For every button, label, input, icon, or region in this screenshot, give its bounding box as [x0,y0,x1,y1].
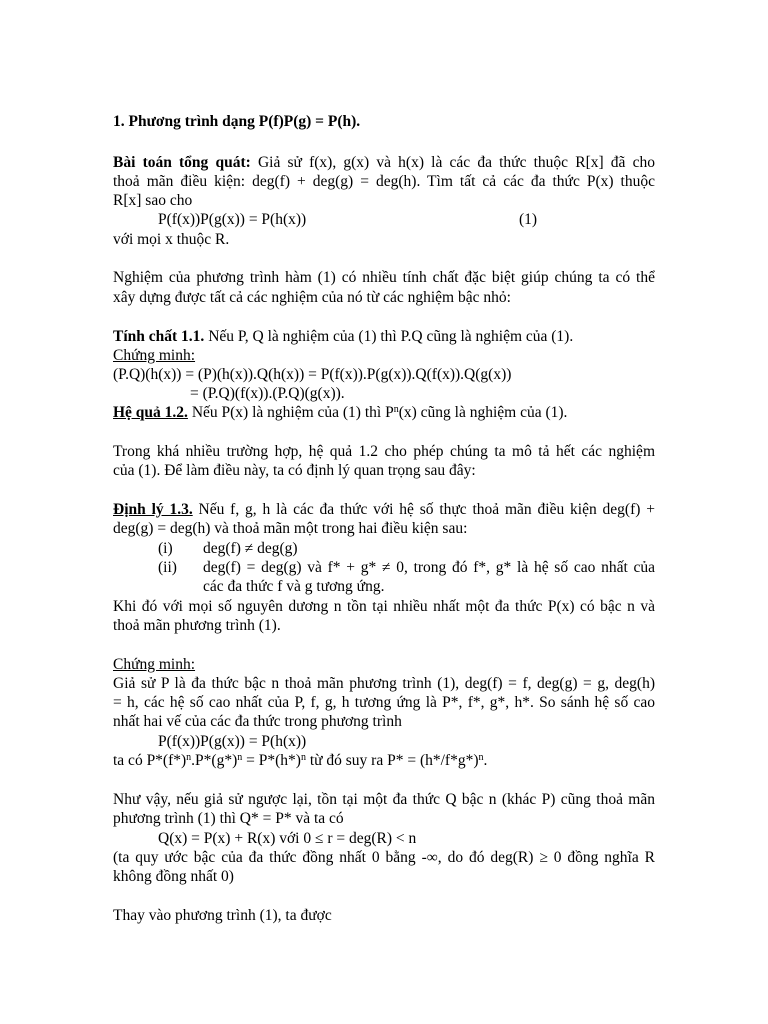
proof-line-1: Giả sử P là đa thức bậc n thoả mãn phương trình (1), deg(f) = f, deg(g) = g, deg(h) [113,675,655,692]
problem-label: Bài toán tổng quát: [113,154,251,171]
problem-line-3: R[x] sao cho [113,192,193,209]
theorem-text-1: Nếu f, g, h là các đa thức với hệ số thực thoả mãn điều kiện deg(f) + [192,501,655,518]
theorem-cond-2-line-1: deg(f) = deg(g) và f* + g* ≠ 0, trong đó f*, g* là hệ số cao nhất của [203,559,655,576]
proof-equation: P(f(x))P(g(x)) = P(h(x)) [158,733,307,750]
property-text: Nếu P, Q là nghiệm của (1) thì P.Q cũng là nghiệm của (1). [204,328,574,345]
corollary-superscript: n [393,404,399,415]
section-heading [113,112,360,131]
proof-label: Chứng minh: [113,656,196,673]
section-heading-text: 1. Phương trình dạng P(f)P(g) = P(h). [113,113,361,130]
proof-para2-line-3: (ta quy ước bậc của đa thức đồng nhất 0 bằng -∞, do đó deg(R) ≥ 0 đồng nghĩa R [113,849,655,866]
transition-line-2: của (1). Để làm điều này, ta có định lý quan trọng sau đây: [113,462,476,479]
corollary-line [113,403,567,422]
theorem-line-2: deg(g) = deg(h) và thoả mãn một trong hai điều kiện sau: [113,520,468,537]
problem-text-1: Giả sử f(x), g(x) và h(x) là các đa thức thuộc R[x] đã cho [250,154,655,171]
corollary-label: Hệ quả 1.2. [113,404,188,421]
proof-line-4-c: = P*(h*) [242,752,301,769]
equation-number: (1) [519,211,538,228]
corollary-text-after: (x) cũng là nghiệm của (1). [398,404,568,421]
proof-line-4-d: từ đó suy ra P* = (h*/f*g*) [305,752,479,769]
proof-sup-2: n [237,752,243,763]
theorem-cond-2-line-2: các đa thức f và g tương ứng. [203,578,385,595]
proof-line-4-a: ta có P*(f*) [113,752,187,769]
theorem-conclusion-1: Khi đó với mọi số nguyên dương n tồn tại nhiều nhất một đa thức P(x) có bậc n và [113,598,655,615]
property-proof-label: Chứng minh: [113,347,196,364]
property-line [113,327,573,346]
corollary-text-before: Nếu P(x) là nghiệm của (1) thì P [187,404,394,421]
proof-sup-3: n [300,752,306,763]
proof-para2-line-2: phương trình (1) thì Q* = P* và ta có [113,810,344,827]
property-proof-line-2: = (P.Q)(f(x)).(P.Q)(g(x)). [190,385,345,402]
theorem-cond-1-marker: (i) [158,540,173,557]
proof-para2-line-1: Như vậy, nếu giả sử ngược lại, tồn tại một đa thức Q bậc n (khác P) cũng thoả mãn [113,791,655,808]
theorem-line-1 [113,500,655,519]
proof-para2-line-4: không đồng nhất 0) [113,868,234,885]
intro-line-2: xây dựng được tất cả các nghiệm của nó từ các nghiệm bậc nhỏ: [113,289,511,306]
problem-line-1 [113,153,655,172]
proof-para2-equation: Q(x) = P(x) + R(x) với 0 ≤ r = deg(R) < n [158,830,417,847]
intro-line-1: Nghiệm của phương trình hàm (1) có nhiều tính chất đặc biệt giúp chúng ta có thể [113,269,655,286]
theorem-label: Định lý 1.3. [113,501,193,518]
proof-line-3: nhất hai vế của các đa thức trong phương trình [113,713,402,730]
problem-line-4: với mọi x thuộc R. [113,231,230,248]
problem-equation: P(f(x))P(g(x)) = P(h(x)) [158,211,307,228]
proof-line-4-b: .P*(g*) [191,752,238,769]
property-proof-line-1: (P.Q)(h(x)) = (P)(h(x)).Q(h(x)) = P(f(x)).P(g(x)).Q(f(x)).Q(g(x)) [113,366,512,383]
proof-sup-1: n [186,752,192,763]
theorem-cond-1-text: deg(f) ≠ deg(g) [203,540,298,557]
proof-line-2: = h, các hệ số cao nhất của P, f, g, h tương ứng là P*, f*, g*, h*. So sánh hệ số cao [113,694,655,711]
problem-line-2: thoả mãn điều kiện: deg(f) + deg(g) = deg(h). Tìm tất cả các đa thức P(x) thuộc [113,173,655,190]
property-label: Tính chất 1.1. [113,328,205,345]
theorem-conclusion-2: thoả mãn phương trình (1). [113,617,281,634]
transition-line-1: Trong khá nhiều trường hợp, hệ quả 1.2 cho phép chúng ta mô tả hết các nghiệm [113,443,655,460]
proof-sup-4: n [478,752,484,763]
proof-line-4-e: . [483,752,488,769]
theorem-cond-2-marker: (ii) [158,559,177,576]
proof-line-4 [113,751,487,770]
proof-final-line: Thay vào phương trình (1), ta được [113,907,332,924]
